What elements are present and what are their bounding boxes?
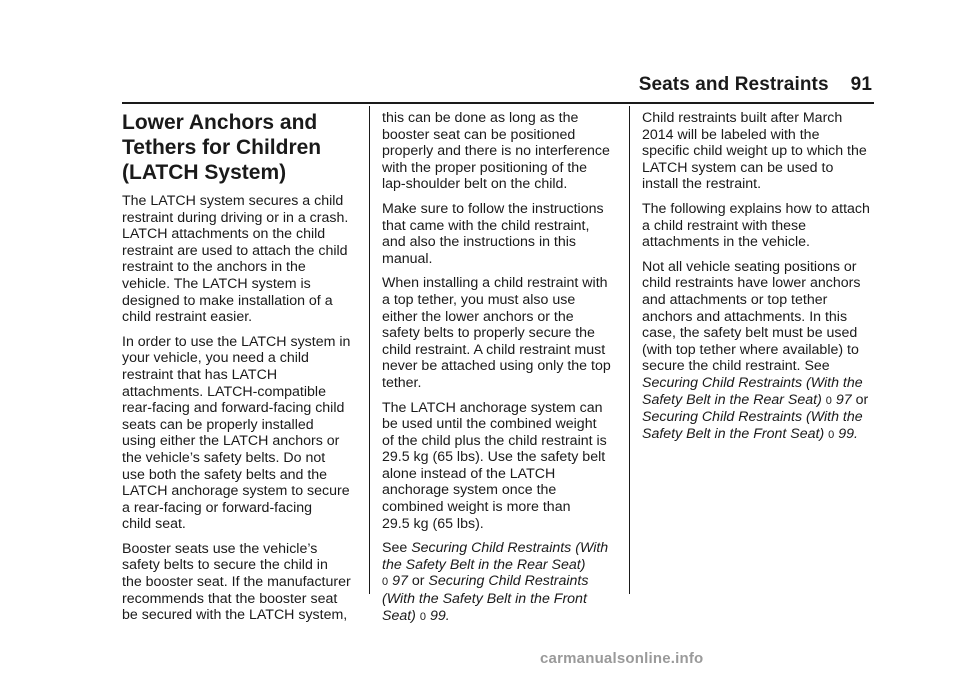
see-text: See <box>382 540 408 557</box>
text-line: restraint during driving or in a crash. <box>122 209 349 226</box>
text-line <box>382 573 618 591</box>
text-line: be used until the combined weight <box>382 416 597 433</box>
text-line: (with top tether where available) to <box>642 341 859 358</box>
text-line: booster seat can be positioned <box>382 126 576 143</box>
text-line: a child restraint with these <box>642 217 807 234</box>
heading-line: Tethers for Children <box>122 136 322 159</box>
text-line: LATCH anchorage system to secure <box>122 483 350 500</box>
page-reference-link[interactable]: 97 <box>392 573 408 590</box>
text-line: The LATCH system secures a child <box>122 193 344 209</box>
text-line: safety belts to properly secure the <box>382 325 595 342</box>
page-header <box>639 74 872 96</box>
text-line: tether. <box>382 374 422 391</box>
text-line: The following explains how to attach <box>642 200 870 217</box>
or-text: or <box>411 573 425 590</box>
page-reference-icon: 0 <box>419 610 426 623</box>
header-rule <box>122 102 874 104</box>
text-line: with the proper positioning of the <box>382 159 588 176</box>
paragraph <box>382 201 618 267</box>
cross-reference-link[interactable]: Securing Child Restraints (With <box>411 540 609 557</box>
paragraph <box>642 110 878 193</box>
text-line: lap-shoulder belt on the child. <box>382 176 568 193</box>
paragraph <box>382 275 618 391</box>
cross-reference-link[interactable]: the Safety Belt in the Rear Seat) <box>382 556 586 573</box>
text-line: the booster seat. If the manufacturer <box>122 574 351 591</box>
text-line: Make sure to follow the instructions <box>382 200 604 217</box>
text-line: and also the instructions in this <box>382 234 577 251</box>
page-reference-icon: 0 <box>382 576 389 589</box>
heading-line: (LATCH System) <box>122 161 287 184</box>
text-line: child restraint easier. <box>122 309 253 326</box>
text-line: Not all vehicle seating positions or <box>642 258 857 275</box>
text-line: manual. <box>382 250 433 267</box>
text-line: 29.5 kg (65 lbs). <box>382 515 484 532</box>
cross-reference-link[interactable]: Securing Child Restraints (With the <box>642 409 863 426</box>
text-line: your vehicle, you need a child <box>122 350 309 367</box>
text-line: attachments in the vehicle. <box>642 234 810 251</box>
text-line: designed to make installation of a <box>122 292 333 309</box>
text-line: never be attached using only the top <box>382 358 611 375</box>
page-reference-icon: 0 <box>828 428 835 441</box>
page-reference-icon: 0 <box>825 394 832 407</box>
text-line: a top tether, you must also use <box>382 291 576 308</box>
text-line: LATCH system can be used to <box>642 159 834 176</box>
text-line: anchors and attachments. In this <box>642 308 848 325</box>
text-line: 29.5 kg (65 lbs). Use the safety belt <box>382 449 606 466</box>
text-line: vehicle. The LATCH system is <box>122 275 311 292</box>
text-line: rear-facing and forward-facing child <box>122 400 345 417</box>
cross-reference-link[interactable]: Seat) <box>382 607 416 624</box>
text-line: alone instead of the LATCH <box>382 465 556 482</box>
text-line: 2014 will be labeled with the <box>642 126 820 143</box>
text-line: The LATCH anchorage system can <box>382 399 603 416</box>
text-line: the vehicle’s safety belts. Do not <box>122 449 326 466</box>
text-line: attachments. LATCH-compatible <box>122 383 326 400</box>
text-line: restraint are used to attach the child <box>122 242 348 259</box>
paragraph <box>382 400 618 533</box>
text-line: use both the safety belts and the <box>122 466 328 483</box>
text-line: When installing a child restraint with <box>382 275 608 292</box>
text-line: be secured with the LATCH system, <box>122 607 348 624</box>
text-line: restraint that has LATCH <box>122 366 278 383</box>
text-line <box>382 608 618 626</box>
cross-reference-link[interactable]: Safety Belt in the Rear Seat) <box>642 391 822 408</box>
text-line: install the restraint. <box>642 176 762 193</box>
page-reference-link[interactable]: 99. <box>429 607 450 624</box>
cross-reference-link[interactable]: Securing Child Restraints <box>428 573 589 590</box>
text-line: this can be done as long as the <box>382 110 579 126</box>
paragraph <box>122 193 358 326</box>
cross-reference-link[interactable]: Securing Child Restraints (With the <box>642 374 863 391</box>
column-2 <box>382 110 618 633</box>
section-title: Seats and Restraints <box>638 74 829 95</box>
column-divider <box>629 106 630 594</box>
paragraph <box>382 110 618 193</box>
text-line: Child restraints built after March <box>642 110 843 126</box>
text-line: child seat. <box>122 516 186 533</box>
text-line <box>642 426 878 444</box>
text-line: a rear-facing or forward-facing <box>122 499 313 516</box>
text-line: safety belts to secure the child in <box>122 557 328 574</box>
page-number: 91 <box>850 74 872 95</box>
section-heading <box>122 110 358 185</box>
text-line: secure the child restraint. See <box>642 358 830 375</box>
text-line: seats can be properly installed <box>122 416 314 433</box>
column-3 <box>642 110 878 451</box>
page-reference-link[interactable]: 97 <box>835 391 852 408</box>
heading-line: Lower Anchors and <box>122 111 318 134</box>
text-line: restraint to the anchors in the <box>122 259 306 276</box>
text-line: case, the safety belt must be used <box>642 325 858 342</box>
paragraph <box>382 540 618 625</box>
text-line: recommends that the booster seat <box>122 590 338 607</box>
paragraph <box>122 541 358 624</box>
text-line: child restraints have lower anchors <box>642 275 861 292</box>
text-line: of the child plus the child restraint is <box>382 432 607 449</box>
paragraph <box>122 334 358 533</box>
text-line: specific child weight up to which the <box>642 143 867 160</box>
text-line: In order to use the LATCH system in <box>122 333 351 350</box>
cross-reference-link[interactable]: Safety Belt in the Front Seat) <box>642 425 825 442</box>
text-line: child restraint. A child restraint must <box>382 341 606 358</box>
paragraph <box>642 201 878 251</box>
cross-reference-link[interactable]: (With the Safety Belt in the Front <box>382 591 587 608</box>
text-line: either the lower anchors or the <box>382 308 574 325</box>
text-line: and attachments or top tether <box>642 291 828 308</box>
text-line: combined weight is more than <box>382 499 571 516</box>
text-line: Booster seats use the vehicle’s <box>122 540 318 557</box>
text-line: anchorage system once the <box>382 482 557 499</box>
text-line: that came with the child restraint, <box>382 217 590 234</box>
or-text: or <box>855 391 869 408</box>
text-line: using either the LATCH anchors or <box>122 433 340 450</box>
text-line: LATCH attachments on the child <box>122 226 326 243</box>
paragraph <box>642 259 878 444</box>
column-divider <box>369 106 370 594</box>
watermark: carmanualsonline.info <box>540 650 704 667</box>
text-line: properly and there is no interference <box>382 143 610 160</box>
page-reference-link[interactable]: 99. <box>838 425 858 442</box>
column-1 <box>122 110 358 632</box>
text-line <box>642 392 878 410</box>
text-line <box>382 540 618 557</box>
